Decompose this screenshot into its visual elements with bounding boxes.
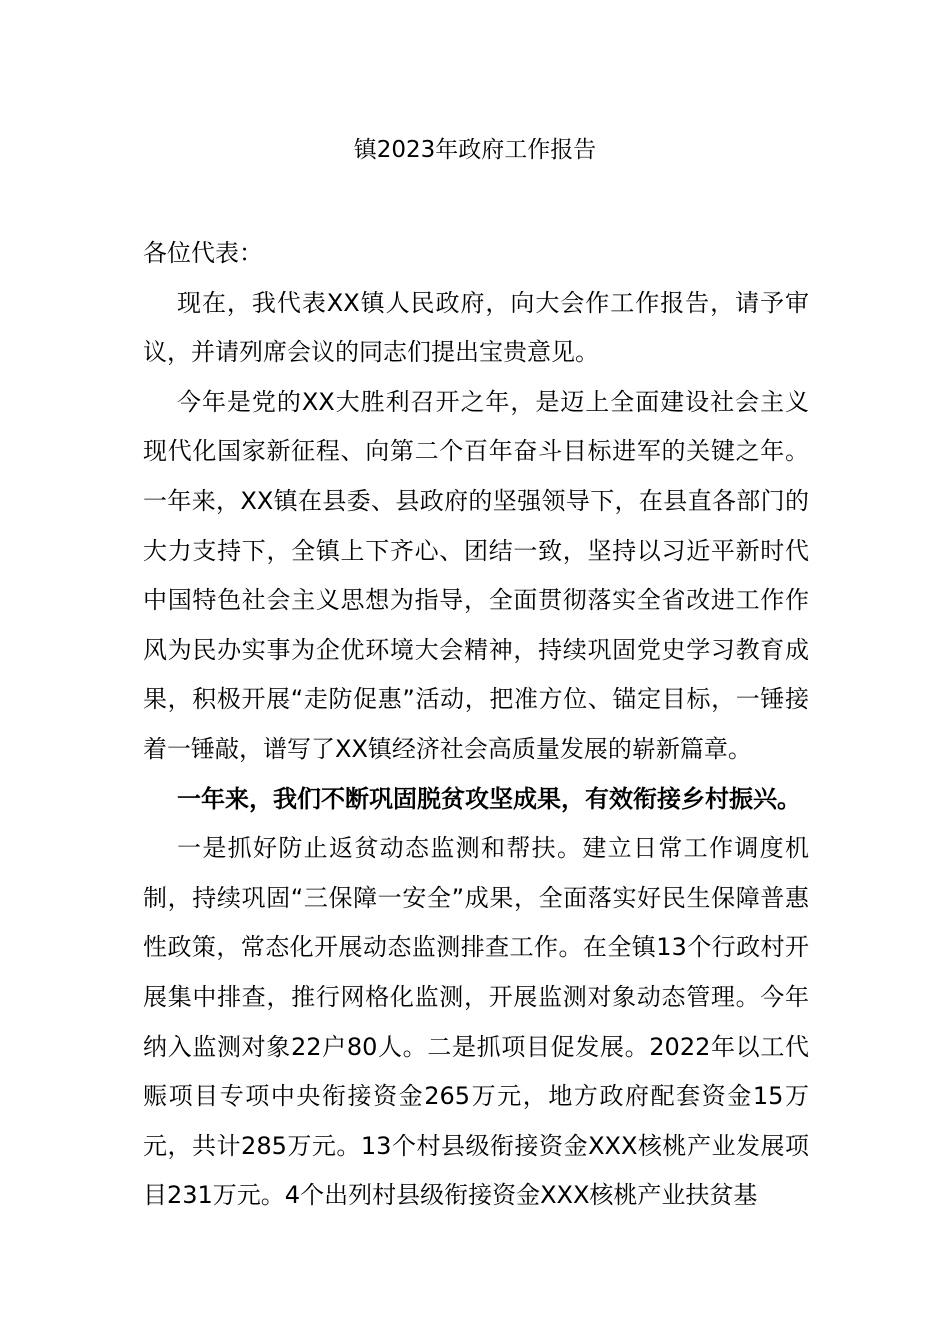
- document-title: 镇2023年政府工作报告: [353, 137, 597, 163]
- paragraph-poverty-monitoring: 一是抓好防止返贫动态监测和帮扶。建立日常工作调度机制，持续巩固“三保障一安全”成果，全面落实好民生保障普惠性政策，常态化开展动态监测排查工作。在全镇13个行政村开展集中排查，推行网格化监测，开展监测对象动态管理。今年纳入监测对象22户80人。二是抓项目促发展。2022年以工代赈项目专项中央衔接资金265万元，地方政府配套资金15万元，共计285万元。13个村县级衔接资金XXX核桃产业发展项目231万元。4个出列村县级衔接资金XXX核桃产业扶贫基: [143, 834, 809, 1210]
- document-body: [143, 229, 809, 1221]
- section-heading: 一年来，我们不断巩固脱贫攻坚成果，有效衔接乡村振兴。: [177, 784, 801, 813]
- salutation: 各位代表：: [143, 239, 263, 267]
- paragraph-overview: 今年是党的XX大胜利召开之年，是迈上全面建设社会主义现代化国家新征程、向第二个百年奋斗目标进军的关键之年。一年来，XX镇在县委、县政府的坚强领导下，在县直各部门的大力支持下，全镇上下齐心、团结一致，坚持以习近平新时代中国特色社会主义思想为指导，全面贯彻落实全省改进工作作风为民办实事为企优环境大会精神，持续巩固党史学习教育成果，积极开展“走防促惠”活动，把准方位、锚定目标，一锤接着一锤敲，谱写了XX镇经济社会高质量发展的崭新篇章。: [143, 387, 809, 763]
- paragraph-intro: 现在，我代表XX镇人民政府，向大会作工作报告，请予审议，并请列席会议的同志们提出宝贵意见。: [143, 288, 809, 367]
